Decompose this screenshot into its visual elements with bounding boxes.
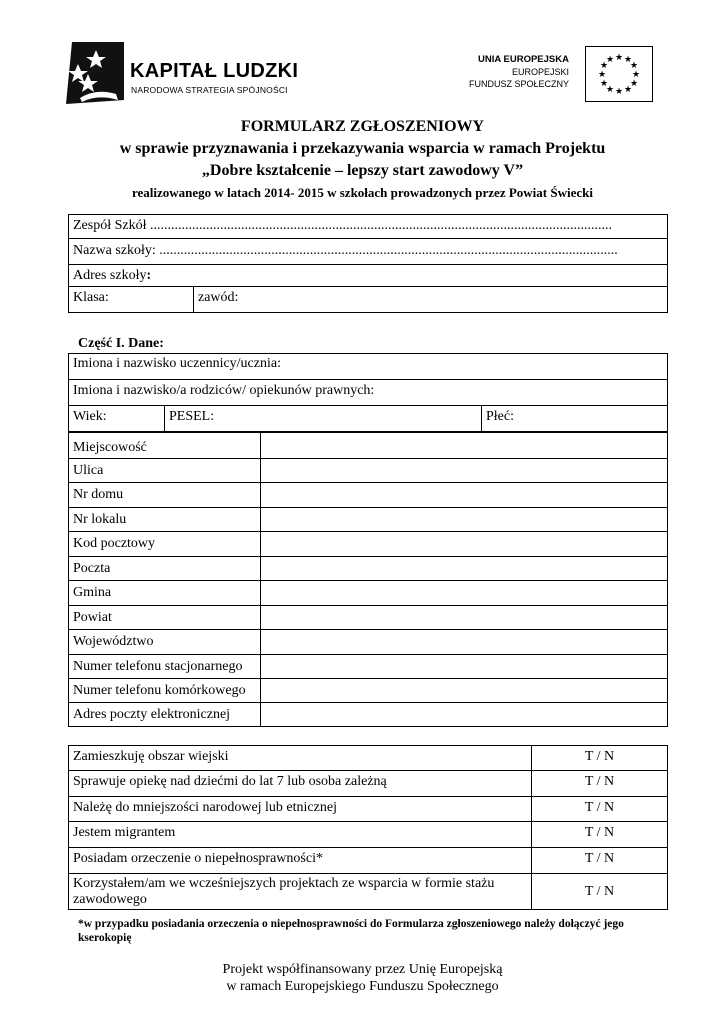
question-label: Jestem migrantem [69, 822, 532, 848]
svg-text:★: ★ [605, 55, 615, 65]
address-label: Powiat [69, 606, 261, 630]
question-label: Sprawuje opiekę nad dziećmi do lat 7 lub osoba zależną [69, 771, 532, 797]
form-title: FORMULARZ ZGŁOSZENIOWY [240, 118, 485, 135]
kapital-ludzki-subtitle: NARODOWA STRATEGIA SPÓJNOŚCI [131, 85, 288, 95]
school-address-field[interactable] [69, 265, 668, 287]
question-label-line-2: zawodowego [73, 892, 147, 907]
eu-line-1: UNIA EUROPEJSKA [478, 54, 569, 65]
address-label: Nr domu [69, 483, 261, 508]
svg-text:★: ★ [629, 61, 639, 71]
answer-yes-no[interactable]: T / N [532, 746, 668, 771]
address-label: Ulica [69, 459, 261, 483]
school-name-field[interactable]: Nazwa szkoły: ................................................................................................................................... [69, 239, 668, 265]
address-label: Miejscowość [69, 433, 261, 459]
question-label: Zamieszkuję obszar wiejski [69, 746, 532, 771]
school-address-label: Adres szkoły [73, 268, 147, 283]
address-label: Numer telefonu stacjonarnego [69, 655, 261, 679]
address-input[interactable] [261, 606, 668, 630]
kapital-ludzki-emblem-icon [66, 42, 124, 104]
svg-text:★: ★ [599, 61, 609, 71]
address-input[interactable] [261, 679, 668, 703]
address-input[interactable] [261, 703, 668, 727]
svg-text:★: ★ [599, 79, 609, 89]
eu-flag-icon [585, 46, 653, 102]
student-name-field[interactable]: Imiona i nazwisko uczennicy/ucznia: [69, 354, 668, 380]
address-input[interactable] [261, 433, 668, 459]
kapital-ludzki-logo [66, 42, 306, 104]
form-subtitle: w sprawie przyznawania i przekazywania wsparcia w ramach Projektu [119, 140, 606, 157]
svg-text:★: ★ [629, 79, 639, 89]
school-address-colon: : [146, 268, 152, 283]
class-field[interactable]: Klasa: [69, 287, 194, 313]
footer-line-2: w ramach Europejskiego Funduszu Społecznego [226, 979, 499, 994]
svg-text:★: ★ [614, 53, 624, 63]
school-group-field[interactable]: Zespół Szkół .................................................................................................................................... [69, 215, 668, 239]
gender-field[interactable]: Płeć: [482, 406, 668, 432]
eu-logo [458, 46, 653, 102]
address-label: Nr lokalu [69, 508, 261, 532]
profession-field[interactable]: zawód: [194, 287, 668, 313]
svg-text:★: ★ [605, 85, 615, 95]
footer-line-1: Projekt współfinansowany przez Unię Europejską [222, 962, 503, 977]
answer-yes-no[interactable]: T / N [532, 874, 668, 910]
address-table [68, 432, 668, 727]
address-input[interactable] [261, 508, 668, 532]
address-label: Adres poczty elektronicznej [69, 703, 261, 727]
answer-yes-no[interactable]: T / N [532, 771, 668, 797]
address-input[interactable] [261, 630, 668, 655]
address-input[interactable] [261, 483, 668, 508]
svg-text:★: ★ [623, 85, 633, 95]
address-input[interactable] [261, 581, 668, 606]
project-name: „Dobre kształcenie – lepszy start zawodowy V” [201, 162, 524, 179]
part1-heading: Część I. Dane: [78, 336, 164, 351]
svg-text:★: ★ [614, 87, 624, 97]
eu-line-3: FUNDUSZ SPOŁECZNY [468, 79, 569, 89]
address-input[interactable] [261, 557, 668, 581]
personal-data-table [68, 353, 668, 432]
question-label-line-1: Korzystałem/am we wcześniejszych projektach ze wsparcia w formie stażu [73, 876, 495, 891]
svg-text:★: ★ [631, 70, 641, 80]
answer-yes-no[interactable]: T / N [532, 797, 668, 822]
svg-text:★: ★ [623, 55, 633, 65]
age-field[interactable]: Wiek: [69, 406, 165, 432]
address-input[interactable] [261, 459, 668, 483]
address-label: Numer telefonu komórkowego [69, 679, 261, 703]
answer-yes-no[interactable]: T / N [532, 848, 668, 874]
answer-yes-no[interactable]: T / N [532, 822, 668, 848]
eu-logo-text [469, 54, 569, 90]
address-label: Gmina [69, 581, 261, 606]
address-input[interactable] [261, 532, 668, 557]
question-label: Należę do mniejszości narodowej lub etnicznej [69, 797, 532, 822]
disability-note: *w przypadku posiadania orzeczenia o niepełnosprawności do Formularza zgłoszeniowego należy dołączyć jego kserokopię [78, 918, 624, 944]
address-label: Poczta [69, 557, 261, 581]
kapital-ludzki-title: KAPITAŁ LUDZKI [130, 60, 299, 82]
eu-line-2: EUROPEJSKI [511, 67, 569, 77]
questions-table [68, 745, 668, 910]
school-table [68, 214, 668, 313]
svg-text:★: ★ [597, 70, 607, 80]
address-label: Kod pocztowy [69, 532, 261, 557]
question-label [69, 874, 532, 910]
address-label: Województwo [69, 630, 261, 655]
pesel-field[interactable]: PESEL: [165, 406, 482, 432]
address-input[interactable] [261, 655, 668, 679]
question-label: Posiadam orzeczenie o niepełnosprawności* [69, 848, 532, 874]
project-period: realizowanego w latach 2014- 2015 w szkołach prowadzonych przez Powiat Świecki [132, 185, 593, 200]
parents-name-field[interactable]: Imiona i nazwisko/a rodziców/ opiekunów prawnych: [69, 380, 668, 406]
